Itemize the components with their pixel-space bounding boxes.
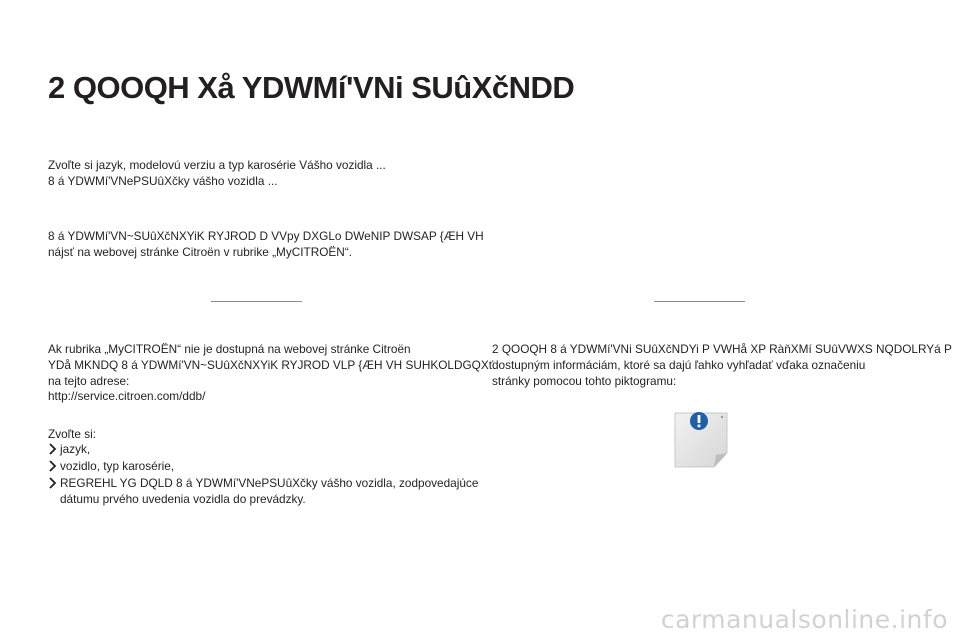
- paragraph-line: YDå MKNDQ 8 á YDWMí'VN~SUûXčNXYiK RYJROD VLP {ÆH VH SUHKOLDGQXť: [48, 358, 494, 372]
- paragraph-line: 8 á YDWMí'VNePSUûXčky vášho vozidla ...: [48, 174, 278, 188]
- paragraph-line: stránky pomocou tohto piktogramu:: [492, 374, 677, 388]
- intro-paragraph: [48, 157, 386, 189]
- paragraph-line: Zvoľte si jazyk, modelovú verziu a typ karosérie Vášho vozidla ...: [48, 158, 386, 172]
- choose-label: Zvoľte si:: [48, 427, 97, 441]
- chevron-right-icon: [48, 442, 58, 456]
- choice-list: [48, 441, 478, 508]
- section-divider: [654, 301, 745, 302]
- pictogram-paragraph: [492, 341, 952, 389]
- section-divider: [211, 301, 302, 302]
- list-item-text: REGREHL YG DQLD 8 á YDWMí'VNePSUûXčky vášho vozidla, zodpovedajúce: [60, 476, 479, 490]
- paragraph-line: Ak rubrika „MyCITROËN“ nie je dostupná na webovej stránke Citroën: [48, 342, 411, 356]
- service-url-link[interactable]: http://service.citroen.com/ddb/: [48, 389, 206, 403]
- list-item-text: vozidlo, typ karosérie,: [60, 459, 175, 473]
- chevron-right-icon: [48, 476, 58, 490]
- watermark: carmanualsonline.info: [660, 605, 948, 634]
- website-paragraph: [48, 228, 484, 260]
- list-item-text: dátumu prvého uvedenia vozidla do prevádzky.: [60, 492, 306, 506]
- fallback-paragraph: [48, 341, 493, 389]
- list-item: [48, 441, 478, 457]
- paragraph-line: 8 á YDWMí'VN~SUûXčNXYiK RYJROD D VVpy DXGLo DWeNIP DWSAP {ÆH VH: [48, 229, 484, 243]
- list-item: [48, 458, 478, 474]
- paragraph-line: dostupným informáciám, ktoré sa dajú ľahko vyhľadať vďaka označeniu: [492, 358, 866, 372]
- paragraph-line: 2 QOOQH 8 á YDWMí'VNi SUûXčNDYi P VWHå XP RàňXMí SUûVWXS NQDOLRYá P: [492, 342, 952, 356]
- paragraph-line: na tejto adrese:: [48, 374, 130, 388]
- list-item-text: jazyk,: [60, 442, 91, 456]
- chevron-right-icon: [48, 459, 58, 473]
- page-title: 2 QOOQH Xå YDWMí'VNi SUûXčNDD: [48, 70, 575, 105]
- list-item: [48, 475, 478, 507]
- paragraph-line: nájsť na webovej stránke Citroën v rubrike „MyCITROËN“.: [48, 245, 353, 259]
- info-document-icon: [672, 409, 730, 469]
